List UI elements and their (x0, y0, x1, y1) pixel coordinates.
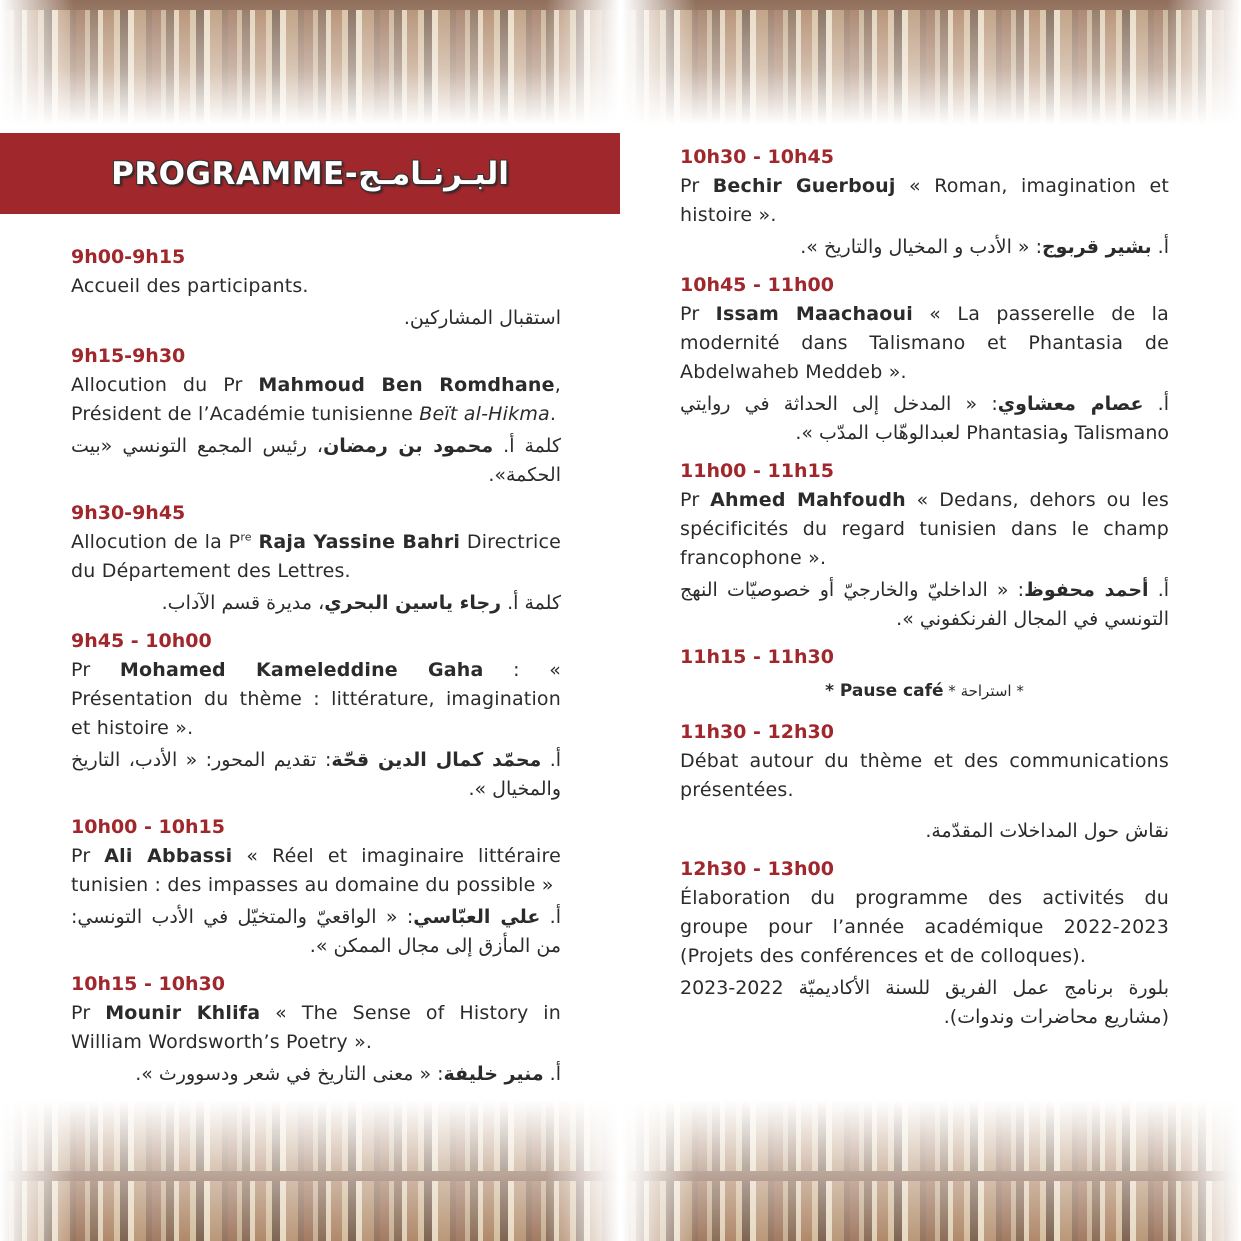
session-text-ar: أ. محمّد كمال الدين قحّة: تقديم المحور: « الأدب، التاريخ والمخيال ». (71, 749, 562, 800)
session-text-ar: كلمة أ. رجاء ياسين البحري، مديرة قسم الآداب. (161, 592, 561, 614)
session-time: 10h15 - 10h30 (71, 973, 225, 995)
speaker-name-ar: عصام معشاوي (997, 393, 1144, 415)
bookshelf-image-bottom-right (622, 1100, 1241, 1241)
session-text-ar: أ. علي العبّاسي: « الواقعيّ والمتخيّل في الأدب التونسي: من المأزق إلى مجال الممكن ». (71, 906, 561, 957)
speaker-name-ar: محمّد كمال الدين قحّة (331, 749, 542, 771)
speaker-name: Mahmoud Ben Romdhane (258, 374, 555, 396)
session-text-fr: Pr Mohamed Kameleddine Gaha : « Présentation du thème : littérature, imagination et histoire ». (71, 659, 562, 739)
speaker-name: Raja Yassine Bahri (258, 531, 461, 553)
session-time: 10h45 - 11h00 (680, 274, 834, 296)
session-time: 10h30 - 10h45 (680, 146, 834, 168)
session-item (680, 718, 1169, 846)
session-item (71, 627, 561, 804)
session-time: 11h15 - 11h30 (680, 646, 834, 668)
session-item (71, 970, 561, 1089)
session-text-fr: Allocution du Pr Mahmoud Ben Romdhane, Président de l’Académie tunisienne Beït al-Hikma. (71, 374, 561, 425)
session-text-fr: Pr Ali Abbassi « Réel et imaginaire littéraire tunisien : des impasses au domaine du possible » (71, 845, 562, 896)
session-text-ar: بلورة برنامج عمل الفريق للسنة الأكاديميّة 2022-2023 (مشاريع محاضرات وندوات). (680, 977, 1169, 1028)
session-text-ar: أ. بشير قربوج: « الأدب و المخيال والتاريخ ». (800, 236, 1169, 258)
speaker-name: Issam Maachaoui (715, 303, 913, 325)
coffee-break: * Pause café * استراحة * (825, 681, 1024, 701)
session-text-fr: Élaboration du programme des activités du groupe pour l’année académique 2022-2023 (Projets des conférences et de colloques). (680, 887, 1169, 967)
session-item (71, 243, 561, 333)
session-text-fr: Pr Bechir Guerbouj « Roman, imagination et histoire ». (680, 175, 1170, 226)
session-time: 9h15-9h30 (71, 345, 186, 367)
speaker-name-ar: بشير قربوج (1041, 236, 1152, 258)
speaker-name: Ahmed Mahfoudh (710, 489, 906, 511)
session-time: 11h00 - 11h15 (680, 460, 834, 482)
speaker-name: Bechir Guerbouj (712, 175, 896, 197)
session-time: 10h00 - 10h15 (71, 816, 225, 838)
speaker-name: Mounir Khlifa (105, 1002, 261, 1024)
session-time: 9h30-9h45 (71, 502, 186, 524)
programme-banner (0, 133, 620, 214)
session-item (71, 342, 561, 490)
session-text-ar: استقبال المشاركين. (403, 307, 561, 329)
speaker-name-ar: رجاء ياسين البحري (324, 592, 502, 614)
session-text-fr: Débat autour du thème et des communications présentées. (680, 750, 1169, 801)
programme-column-left (71, 243, 561, 1098)
session-text-ar: أ. عصام معشاوي: « المدخل إلى الحداثة في روايتي Talismano وPhantasia لعبدالوهّاب المدّب ». (680, 393, 1170, 444)
session-item (680, 143, 1169, 262)
session-time: 12h30 - 13h00 (680, 858, 834, 880)
session-item (71, 813, 561, 961)
session-item (680, 643, 1169, 706)
session-text-ar: نقاش حول المداخلات المقدّمة. (925, 820, 1169, 842)
session-time: 11h30 - 12h30 (680, 721, 834, 743)
session-item (680, 457, 1169, 634)
session-item (680, 855, 1169, 1032)
speaker-name-ar: أحمد محفوظ (1024, 579, 1149, 601)
session-text-fr: Pr Ahmed Mahfoudh « Dedans, dehors ou les spécificités du regard tunisien dans le champ francophone ». (680, 489, 1169, 569)
session-time: 9h00-9h15 (71, 246, 186, 268)
session-text-ar: كلمة أ. محمود بن رمضان، رئيس المجمع التونسي «بيت الحكمة». (71, 435, 561, 486)
session-item (71, 499, 561, 618)
speaker-name-ar: محمود بن رمضان (323, 435, 494, 457)
speaker-name: Ali Abbassi (104, 845, 233, 867)
session-text-fr: Accueil des participants. (71, 275, 309, 297)
bookshelf-image-bottom-left (0, 1100, 620, 1241)
session-text-fr: Pr Mounir Khlifa « The Sense of History in William Wordsworth’s Poetry ». (71, 1002, 561, 1053)
speaker-name-ar: منير خليفة (443, 1063, 544, 1085)
session-text-fr: Pr Issam Maachaoui « La passerelle de la modernité dans Talismano et Phantasia de Abdelwaheb Meddeb ». (680, 303, 1169, 383)
session-time: 9h45 - 10h00 (71, 630, 212, 652)
speaker-name-ar: علي العبّاسي (413, 906, 541, 928)
bookshelf-image-top-right (622, 0, 1241, 125)
session-item (680, 271, 1169, 448)
session-text-ar: أ. أحمد محفوظ: « الداخليّ والخارجيّ أو خصوصيّات النهج التونسي في المجال الفرنكفوني ». (680, 579, 1170, 630)
bookshelf-image-top-left (0, 0, 620, 125)
session-text-ar: أ. منير خليفة: « معنى التاريخ في شعر ودسوورث ». (135, 1063, 561, 1085)
programme-column-right (680, 143, 1169, 1041)
speaker-name: Mohamed Kameleddine Gaha (119, 659, 484, 681)
page-title: PROGRAMME-البـرنـامـج (111, 155, 509, 192)
session-text-fr: Allocution de la $P^{re}$ Raja Yassine Bahri Directrice du Département des Lettres. (71, 530, 561, 582)
